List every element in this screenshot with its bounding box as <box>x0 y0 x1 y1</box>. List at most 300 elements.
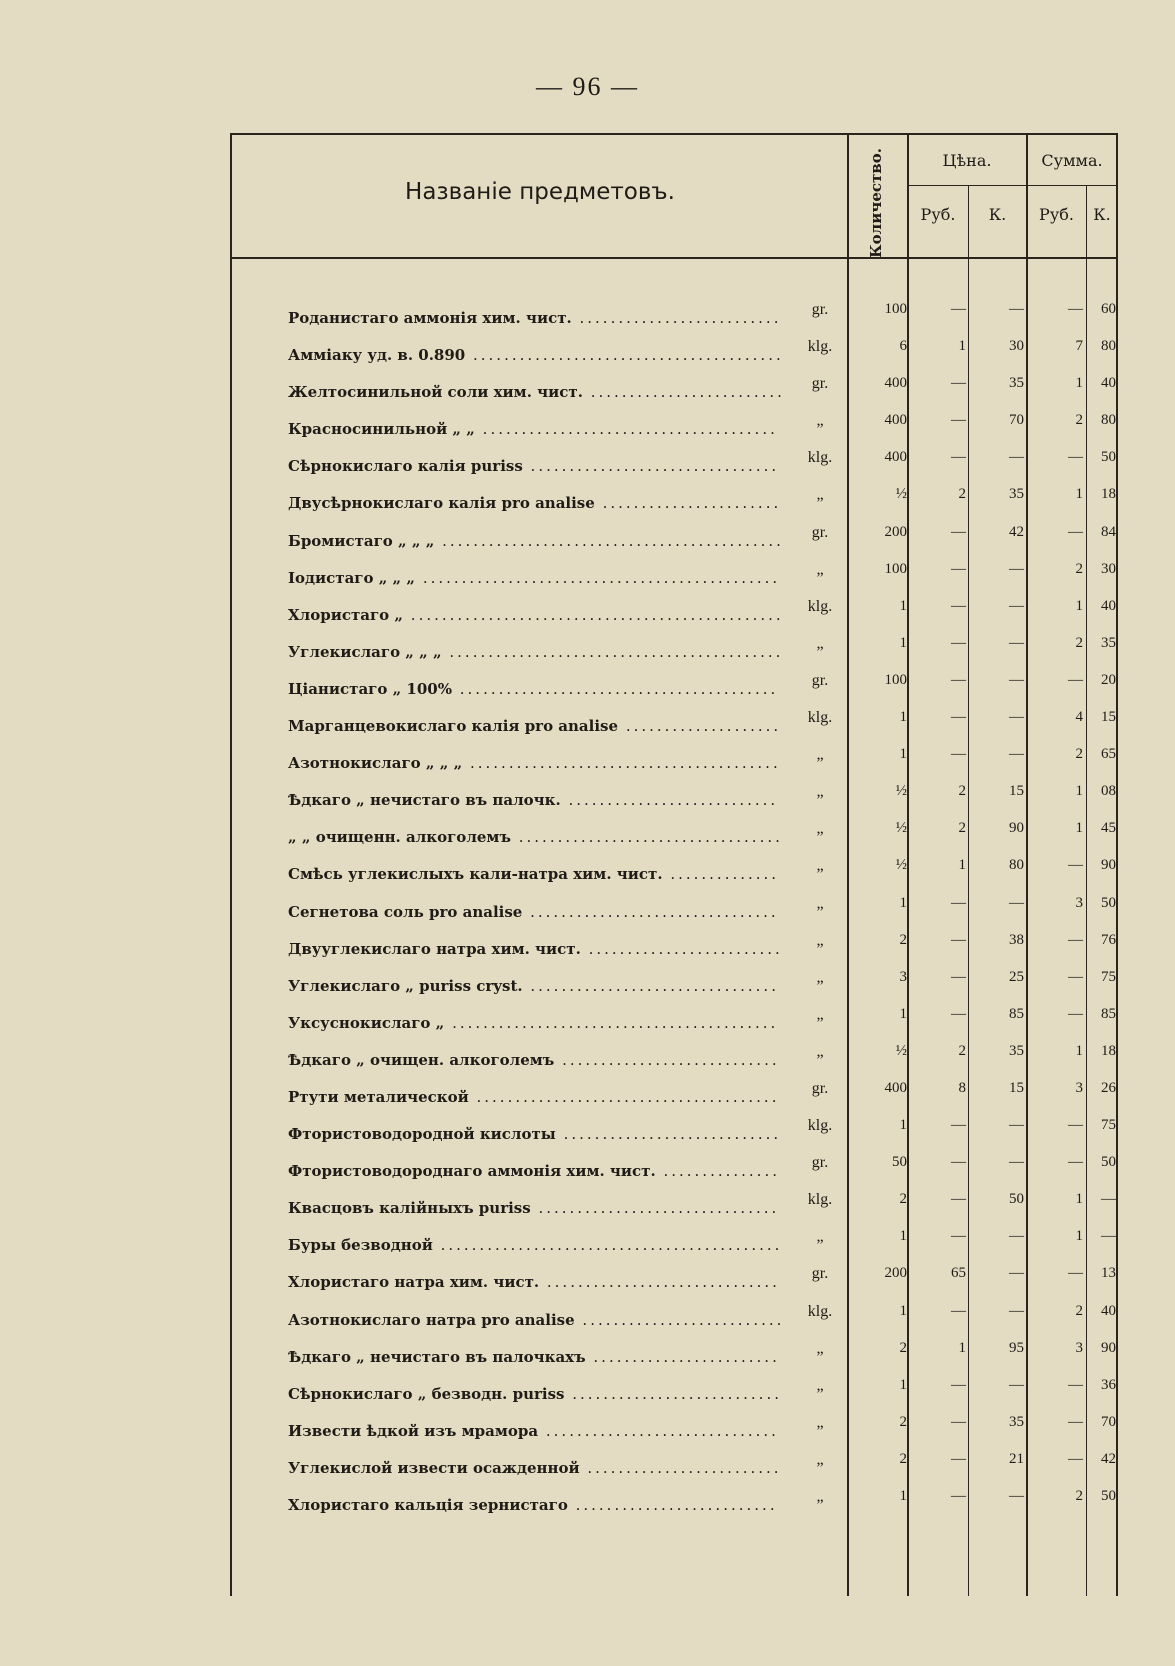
item-unit: klg. <box>807 338 833 356</box>
item-quantity: 1 <box>899 1117 907 1134</box>
price-rub: 2 <box>958 1042 966 1059</box>
sum-kop: 70 <box>1101 1413 1116 1430</box>
sum-kop: 50 <box>1101 449 1116 466</box>
sum-kop: 45 <box>1101 820 1116 837</box>
item-name-text: Квасцовъ калійныхъ puriss <box>288 1199 531 1218</box>
item-unit: gr. <box>811 1079 829 1097</box>
sum-rub: — <box>1068 931 1083 948</box>
leader-dots: ............................................ <box>432 1236 783 1255</box>
price-kop: — <box>1009 1376 1024 1393</box>
item-name <box>288 346 784 364</box>
table-row <box>230 967 1118 1004</box>
item-unit: „ <box>816 1042 824 1060</box>
item-unit: „ <box>816 746 824 764</box>
item-unit: gr. <box>811 1265 829 1283</box>
header-quantity: Количество. <box>867 148 885 258</box>
item-unit: „ <box>816 1450 824 1468</box>
table-row <box>230 1004 1118 1041</box>
item-name-text: Азотнокислаго натра pro analise <box>288 1310 575 1329</box>
price-rub: 2 <box>958 486 966 503</box>
table-row <box>230 707 1118 744</box>
price-rub: — <box>951 523 966 540</box>
sum-kop: 30 <box>1101 560 1116 577</box>
leader-dots: ............................ <box>555 1125 782 1144</box>
price-rub: 2 <box>958 783 966 800</box>
item-name-text: Сегнетова соль pro analise <box>288 902 523 921</box>
sum-kop: 85 <box>1101 1005 1116 1022</box>
item-name <box>288 532 784 550</box>
table-top-rule <box>230 133 1118 135</box>
price-rub: — <box>951 1302 966 1319</box>
item-quantity: 2 <box>899 931 907 948</box>
price-kop: — <box>1009 1265 1024 1282</box>
item-name <box>288 1459 782 1477</box>
price-rub: 1 <box>958 857 966 874</box>
leader-dots: ................................................ <box>403 605 784 624</box>
price-rub: — <box>951 894 966 911</box>
sum-rub: 1 <box>1075 1191 1083 1208</box>
sum-rub: 2 <box>1075 1302 1083 1319</box>
item-name <box>288 1125 781 1143</box>
item-quantity: 200 <box>884 523 907 540</box>
price-rub: — <box>951 560 966 577</box>
item-name <box>288 1051 780 1069</box>
item-name-text: Углекислаго „ puriss cryst. <box>288 976 523 995</box>
price-rub: — <box>951 634 966 651</box>
sum-rub: 1 <box>1075 1042 1083 1059</box>
item-quantity: 50 <box>892 1154 907 1171</box>
item-unit: „ <box>816 783 824 801</box>
leader-dots: ................................ <box>522 457 780 476</box>
sum-rub: — <box>1068 1117 1083 1134</box>
price-rub: — <box>951 931 966 948</box>
item-name <box>288 717 781 735</box>
sum-kop: — <box>1101 1191 1116 1208</box>
price-rub: — <box>951 746 966 763</box>
leader-dots: ......................... <box>580 939 783 958</box>
item-quantity: 400 <box>884 449 907 466</box>
leader-dots: ........................... <box>560 791 779 810</box>
table-row <box>230 596 1118 633</box>
price-kop: 38 <box>1009 931 1024 948</box>
item-name <box>288 383 785 401</box>
price-kop: 85 <box>1009 1005 1024 1022</box>
table-row <box>230 559 1118 596</box>
item-quantity: 2 <box>899 1191 907 1208</box>
table-row <box>230 1263 1118 1300</box>
price-rub: — <box>951 1488 966 1504</box>
item-name <box>288 1311 784 1329</box>
sum-kop: 50 <box>1101 1154 1116 1171</box>
price-kop: 30 <box>1009 338 1024 355</box>
item-quantity: ½ <box>895 857 907 874</box>
item-name <box>288 680 778 698</box>
item-quantity: 1 <box>899 597 907 614</box>
sum-kop: 50 <box>1101 894 1116 911</box>
price-kop: — <box>1009 1302 1024 1319</box>
price-rub: 65 <box>951 1265 966 1282</box>
item-name <box>288 1273 780 1291</box>
price-rub: — <box>951 375 966 392</box>
item-quantity: 100 <box>884 560 907 577</box>
item-name-text: Смѣсь углекислыхъ кали-натра хим. чист. <box>288 865 663 884</box>
item-name-text: Азотнокислаго „ „ „ <box>288 754 463 773</box>
item-name-text: Фтористоводороднаго аммонія хим. чист. <box>288 1162 656 1181</box>
item-quantity: 2 <box>899 1450 907 1467</box>
sum-kop: 20 <box>1101 671 1116 688</box>
item-name-text: Углекислой извести осажденной <box>288 1458 580 1477</box>
item-quantity: ½ <box>895 820 907 837</box>
price-kop: 35 <box>1009 375 1024 392</box>
price-kop: 80 <box>1009 857 1024 874</box>
sum-rub: — <box>1068 968 1083 985</box>
sum-kop: 75 <box>1101 968 1116 985</box>
item-unit: „ <box>816 968 824 986</box>
table-row <box>230 670 1118 707</box>
item-name <box>288 940 783 958</box>
item-name-text: Красносинильной „ „ <box>288 420 475 439</box>
sum-rub: 1 <box>1075 820 1083 837</box>
leader-dots: ............................ <box>554 1050 780 1069</box>
table-row <box>230 744 1118 781</box>
item-name <box>288 606 784 624</box>
leader-dots: ........................................... <box>441 642 784 661</box>
price-rub: — <box>951 1117 966 1134</box>
price-kop: — <box>1009 1117 1024 1134</box>
sum-kop: — <box>1101 1228 1116 1245</box>
table-row <box>230 781 1118 818</box>
table-row <box>230 1338 1118 1375</box>
item-unit: gr. <box>811 375 829 393</box>
item-name <box>288 1422 779 1440</box>
sum-rub: 3 <box>1075 1339 1083 1356</box>
sum-kop: 35 <box>1101 634 1116 651</box>
item-quantity: 400 <box>884 1079 907 1096</box>
item-quantity: 1 <box>899 634 907 651</box>
item-name-text: Бромистаго „ „ „ <box>288 531 435 550</box>
leader-dots: ....................... <box>594 494 782 513</box>
item-quantity: 1 <box>899 709 907 726</box>
sum-rub: 3 <box>1075 894 1083 911</box>
leader-dots: ............................................ <box>434 531 784 550</box>
table-row <box>230 1189 1118 1226</box>
price-rub: — <box>951 1154 966 1171</box>
header-price: Цѣна. <box>942 151 992 170</box>
price-kop: — <box>1009 746 1024 763</box>
sum-kop: 36 <box>1101 1376 1116 1393</box>
item-unit: klg. <box>807 1302 833 1320</box>
item-quantity: 1 <box>899 1488 907 1504</box>
item-unit: klg. <box>807 1117 833 1135</box>
price-kop: — <box>1009 560 1024 577</box>
item-name-text: Желтосинильной соли хим. чист. <box>288 383 583 402</box>
item-unit: klg. <box>807 449 833 467</box>
sum-rub: 4 <box>1075 709 1083 726</box>
item-name-text: Фтористоводородной кислоты <box>288 1125 556 1144</box>
sum-kop: 15 <box>1101 709 1116 726</box>
table-row <box>230 930 1118 967</box>
item-quantity: 200 <box>884 1265 907 1282</box>
item-name <box>288 1348 780 1366</box>
item-name <box>288 1385 782 1403</box>
price-rub: — <box>951 597 966 614</box>
sum-rub: — <box>1068 1154 1083 1171</box>
sum-rub: 1 <box>1075 783 1083 800</box>
item-unit: „ <box>816 1413 824 1431</box>
table-row <box>230 299 1118 336</box>
item-name-text: Уксуснокислаго „ <box>288 1013 445 1032</box>
price-kop: 25 <box>1009 968 1024 985</box>
item-name-text: Ѣдкаго „ очищен. алкоголемъ <box>288 1050 555 1069</box>
table-row <box>230 1486 1118 1523</box>
sum-kop: 65 <box>1101 746 1116 763</box>
price-kop: 15 <box>1009 1079 1024 1096</box>
item-unit: „ <box>816 1228 824 1246</box>
table-row <box>230 1449 1118 1486</box>
item-name-text: Ціанистаго „ 100% <box>288 679 452 698</box>
leader-dots: ........................................ <box>462 754 781 773</box>
sum-kop: 13 <box>1101 1265 1116 1282</box>
item-quantity: 400 <box>884 412 907 429</box>
sum-rub: 1 <box>1075 597 1083 614</box>
table-row <box>230 1152 1118 1189</box>
item-name <box>288 865 779 883</box>
item-quantity: 100 <box>884 301 907 317</box>
leader-dots: ................................ <box>522 976 779 995</box>
item-name <box>288 1088 779 1106</box>
sum-rub: — <box>1068 1450 1083 1467</box>
price-kop: — <box>1009 301 1024 317</box>
price-kop: 35 <box>1009 1042 1024 1059</box>
item-name <box>288 1236 782 1254</box>
price-kop: 42 <box>1009 523 1024 540</box>
item-name-text: Сѣрнокислаго калія puriss <box>288 457 523 476</box>
price-rub: — <box>951 1450 966 1467</box>
price-kop: 50 <box>1009 1191 1024 1208</box>
item-quantity: 400 <box>884 375 907 392</box>
item-name-text: Буры безводной <box>288 1236 433 1255</box>
sum-kop: 50 <box>1101 1488 1116 1504</box>
leader-dots: ............................... <box>530 1199 780 1218</box>
leader-dots: .................... <box>618 717 782 736</box>
price-rub: — <box>951 671 966 688</box>
item-name-text: Іодистаго „ „ „ <box>288 568 416 587</box>
item-unit: „ <box>816 1339 824 1357</box>
sum-rub: 2 <box>1075 560 1083 577</box>
price-rub: — <box>951 1191 966 1208</box>
sum-kop: 80 <box>1101 412 1116 429</box>
leader-dots: ......................... <box>579 1458 782 1477</box>
table-row <box>230 855 1118 892</box>
price-kop: — <box>1009 671 1024 688</box>
sum-rub: 1 <box>1075 486 1083 503</box>
sum-rub: 2 <box>1075 634 1083 651</box>
item-name <box>288 754 781 772</box>
sum-rub: 1 <box>1075 375 1083 392</box>
item-unit: „ <box>816 857 824 875</box>
item-name <box>288 309 781 327</box>
item-name-text: Хлористаго натра хим. чист. <box>288 1273 540 1292</box>
price-kop: 70 <box>1009 412 1024 429</box>
table-row <box>230 1301 1118 1338</box>
table-row <box>230 373 1118 410</box>
item-name-text: Ѣдкаго „ нечистаго въ палочк. <box>288 791 561 810</box>
sum-kop: 42 <box>1101 1450 1116 1467</box>
item-unit: „ <box>816 1376 824 1394</box>
table-row <box>230 633 1118 670</box>
item-quantity: 1 <box>899 894 907 911</box>
leader-dots: .............. <box>662 865 780 884</box>
price-rub: 8 <box>958 1079 966 1096</box>
price-rub: 1 <box>958 338 966 355</box>
item-quantity: 100 <box>884 671 907 688</box>
item-quantity: 1 <box>899 1005 907 1022</box>
sum-rub: 2 <box>1075 412 1083 429</box>
item-quantity: 1 <box>899 1376 907 1393</box>
item-name <box>288 420 778 438</box>
price-kop: — <box>1009 1154 1024 1171</box>
item-quantity: 6 <box>899 338 907 355</box>
item-unit: gr. <box>811 671 829 689</box>
leader-dots: ....................................... <box>468 1087 780 1106</box>
item-name-text: Хлористаго кальція зернистаго <box>288 1496 568 1514</box>
price-kop: — <box>1009 634 1024 651</box>
item-unit: „ <box>816 486 824 504</box>
item-unit: „ <box>816 1488 824 1505</box>
sum-kop: 75 <box>1101 1117 1116 1134</box>
price-rub: — <box>951 968 966 985</box>
item-quantity: 2 <box>899 1413 907 1430</box>
item-name <box>288 1162 780 1180</box>
item-unit: „ <box>816 820 824 838</box>
item-unit: „ <box>816 634 824 652</box>
sum-rub: — <box>1068 671 1083 688</box>
item-name-text: Сѣрнокислаго „ безводн. puriss <box>288 1384 565 1403</box>
item-quantity: 3 <box>899 968 907 985</box>
header-sum-rub: Руб. <box>1039 205 1074 224</box>
sum-kop: 26 <box>1101 1079 1116 1096</box>
header-sum-kop: К. <box>1093 205 1111 224</box>
table-row <box>230 447 1118 484</box>
price-rub: — <box>951 412 966 429</box>
leader-dots: .......................... <box>574 1310 785 1329</box>
table-row <box>230 1375 1118 1412</box>
table-row <box>230 1226 1118 1263</box>
table-row <box>230 1115 1118 1152</box>
price-rub: — <box>951 1228 966 1245</box>
item-name-text: Ртути металической <box>288 1087 469 1106</box>
leader-dots: .......................... <box>571 309 782 327</box>
item-name <box>288 494 781 512</box>
sum-rub: — <box>1068 523 1083 540</box>
item-name-text: Роданистаго аммонія хим. чист. <box>288 309 572 327</box>
sum-kop: 18 <box>1101 486 1116 503</box>
sum-rub: 1 <box>1075 1228 1083 1245</box>
price-kop: 35 <box>1009 1413 1024 1430</box>
sum-kop: 90 <box>1101 857 1116 874</box>
table-row <box>230 336 1118 373</box>
table-body <box>230 299 1118 1523</box>
sum-rub: — <box>1068 1413 1083 1430</box>
item-unit: klg. <box>807 709 833 727</box>
sum-rub: — <box>1068 449 1083 466</box>
leader-dots: .............................................. <box>415 568 781 587</box>
price-kop: 95 <box>1009 1339 1024 1356</box>
leader-dots: .......................................... <box>444 1013 779 1032</box>
table-row <box>230 1041 1118 1078</box>
table-row <box>230 818 1118 855</box>
item-quantity: 1 <box>899 746 907 763</box>
price-rub: — <box>951 301 966 317</box>
header-name: Названіе предметовъ. <box>405 179 675 205</box>
header-price-rub: Руб. <box>920 205 956 224</box>
table-row <box>230 1412 1118 1449</box>
price-rub: 2 <box>958 820 966 837</box>
header-sum: Сумма. <box>1041 151 1103 170</box>
sum-kop: 80 <box>1101 338 1116 355</box>
price-rub: — <box>951 1376 966 1393</box>
item-unit: gr. <box>811 523 829 541</box>
item-unit: klg. <box>807 597 833 615</box>
price-table <box>230 133 1118 1596</box>
sum-rub: 3 <box>1075 1079 1083 1096</box>
item-unit: „ <box>816 1005 824 1023</box>
sum-rub: — <box>1068 301 1083 317</box>
sum-rub: 7 <box>1075 338 1083 355</box>
sum-rub: 2 <box>1075 1488 1083 1504</box>
price-rub: — <box>951 1005 966 1022</box>
price-kop: — <box>1009 894 1024 911</box>
price-rub: — <box>951 1413 966 1430</box>
leader-dots: .............................. <box>539 1273 780 1292</box>
price-kop: 35 <box>1009 486 1024 503</box>
item-unit: gr. <box>811 301 829 318</box>
leader-dots: ......................... <box>582 383 785 402</box>
item-name <box>288 1496 778 1514</box>
item-unit: „ <box>816 931 824 949</box>
leader-dots: ........................... <box>564 1384 782 1403</box>
price-kop: — <box>1009 709 1024 726</box>
item-name <box>288 1014 778 1032</box>
item-name <box>288 828 783 846</box>
sum-rub: — <box>1068 857 1083 874</box>
price-kop: — <box>1009 1228 1024 1245</box>
table-row <box>230 522 1118 559</box>
item-name-text: Извести ѣдкой изъ мрамора <box>288 1421 539 1440</box>
sum-kop: 40 <box>1101 1302 1116 1319</box>
item-name-text: Двусѣрнокислаго калія pro analise <box>288 494 595 513</box>
item-name <box>288 569 780 587</box>
header-bottom-rule <box>230 257 1118 259</box>
item-name-text: Аммiаку уд. в. 0.890 <box>288 346 466 365</box>
leader-dots: ........................................ <box>465 346 784 365</box>
sum-kop: 08 <box>1101 783 1116 800</box>
table-row <box>230 484 1118 521</box>
sum-kop: 40 <box>1101 375 1116 392</box>
item-quantity: ½ <box>895 783 907 800</box>
price-kop: 21 <box>1009 1450 1024 1467</box>
header-price-kop: К. <box>988 205 1007 224</box>
sum-kop: 76 <box>1101 931 1116 948</box>
leader-dots: ................................ <box>522 902 779 921</box>
item-quantity: ½ <box>895 1042 907 1059</box>
sum-kop: 60 <box>1101 301 1116 317</box>
table-row <box>230 410 1118 447</box>
item-name <box>288 903 779 921</box>
item-unit: „ <box>816 560 824 578</box>
item-quantity: 1 <box>899 1302 907 1319</box>
leader-dots: .............................. <box>538 1421 779 1440</box>
